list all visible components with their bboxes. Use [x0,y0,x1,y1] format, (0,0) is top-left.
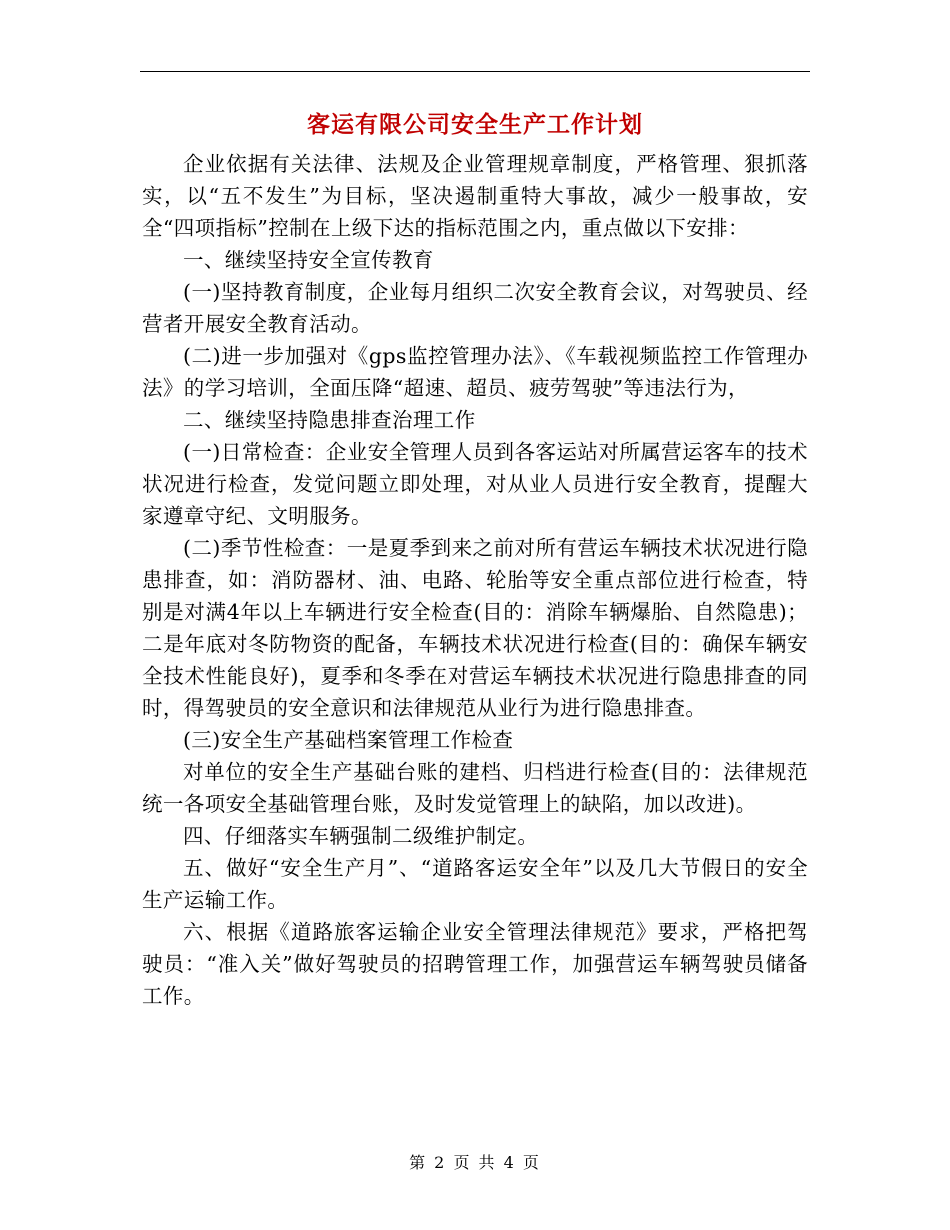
paragraph-2-3-heading: (三)安全生产基础档案管理工作检查 [183,728,514,752]
document-title: 客运有限公司安全生产工作计划 [307,111,643,138]
document-body [142,148,808,1012]
section-heading-2: 二、继续坚持隐患排查治理工作 [183,408,476,432]
paragraph-1-2: (二)进一步加强对《gps监控管理办法》、《车载视频监控工作管理办法》的学习培训，全面压降“超速、超员、疲劳驾驶”等违法行为， [142,344,808,400]
section-heading-6: 六、根据《道路旅客运输企业安全管理法律规范》要求，严格把驾驶员：“准入关”做好驾驶员的招聘管理工作，加强营运车辆驾驶员储备工作。 [142,920,808,1008]
paragraph-2-2: (二)季节性检查：一是夏季到来之前对所有营运车辆技术状况进行隐患排查，如：消防器材、油、电路、轮胎等安全重点部位进行检查，特别是对满4年以上车辆进行安全检查(目的：消除车辆爆胎、自然隐患)；二是年底对冬防物资的配备，车辆技术状况进行检查(目的：确保车辆安全技术性能良好)，夏季和冬季在对营运车辆技术状况进行隐患排查的同时，得驾驶员的安全意识和法律规范从业行为进行隐患排查。 [142,536,808,720]
paragraph-2-3-body: 对单位的安全生产基础台账的建档、归档进行检查(目的：法律规范统一各项安全基础管理台账，及时发觉管理上的缺陷，加以改进)。 [142,760,808,816]
section-heading-4: 四、仔细落实车辆强制二级维护制定。 [183,824,539,848]
section-heading-5: 五、做好“安全生产月”、“道路客运安全年”以及几大节假日的安全生产运输工作。 [142,856,808,912]
intro-paragraph: 企业依据有关法律、法规及企业管理规章制度，严格管理、狠抓落实，以“五不发生”为目标，坚决遏制重特大事故，减少一般事故，安全“四项指标”控制在上级下达的指标范围之内，重点做以下安排： [142,152,808,240]
page-number: 第 2 页 共 4 页 [409,1153,541,1172]
paragraph-1-1: (一)坚持教育制度，企业每月组织二次安全教育会议，对驾驶员、经营者开展安全教育活动。 [142,280,808,336]
header-rule [140,71,810,72]
section-heading-1: 一、继续坚持安全宣传教育 [183,248,434,272]
paragraph-2-1: (一)日常检查：企业安全管理人员到各客运站对所属营运客车的技术状况进行检查，发觉问题立即处理，对从业人员进行安全教育，提醒大家遵章守纪、文明服务。 [142,440,808,528]
